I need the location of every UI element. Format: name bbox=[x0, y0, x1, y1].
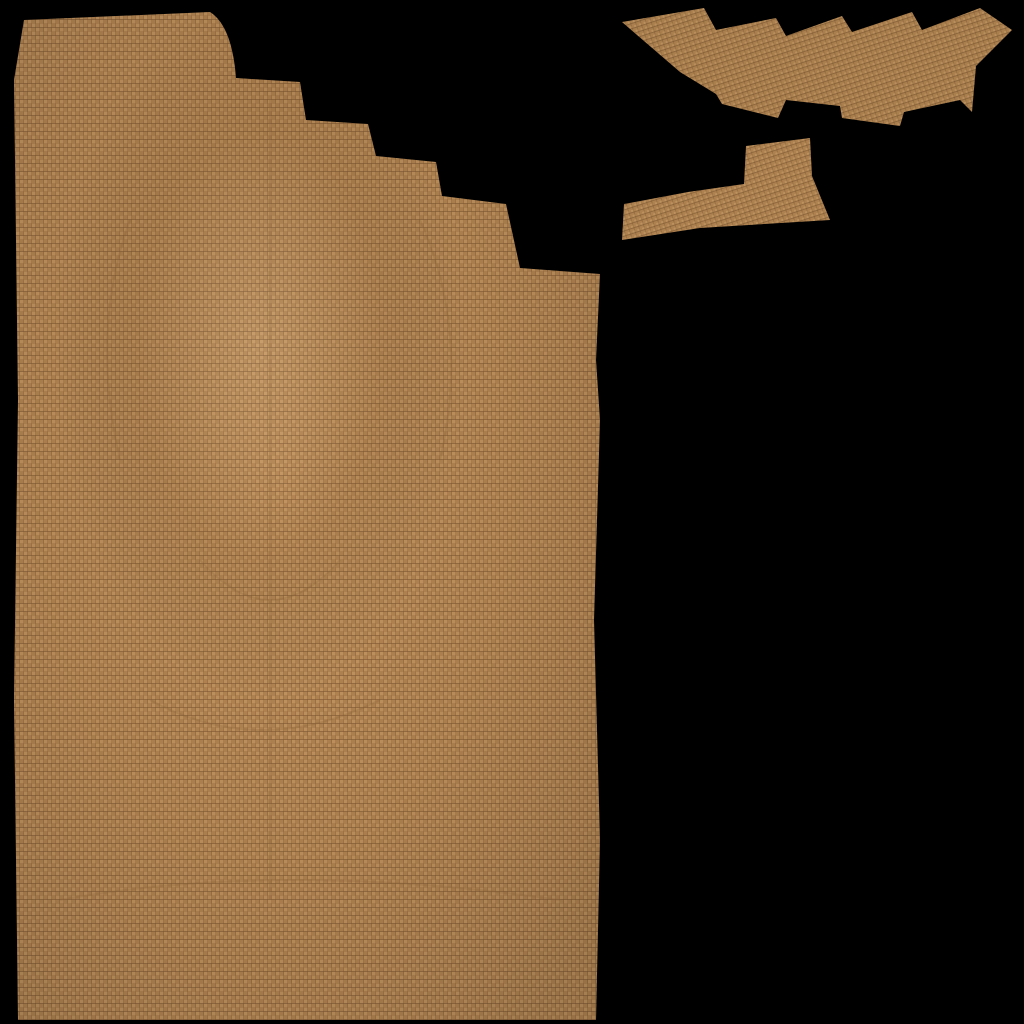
uv-island-top-right-strip bbox=[622, 8, 1012, 126]
uv-island-main-panel bbox=[14, 12, 600, 1020]
uv-island-small-strip bbox=[622, 138, 830, 240]
